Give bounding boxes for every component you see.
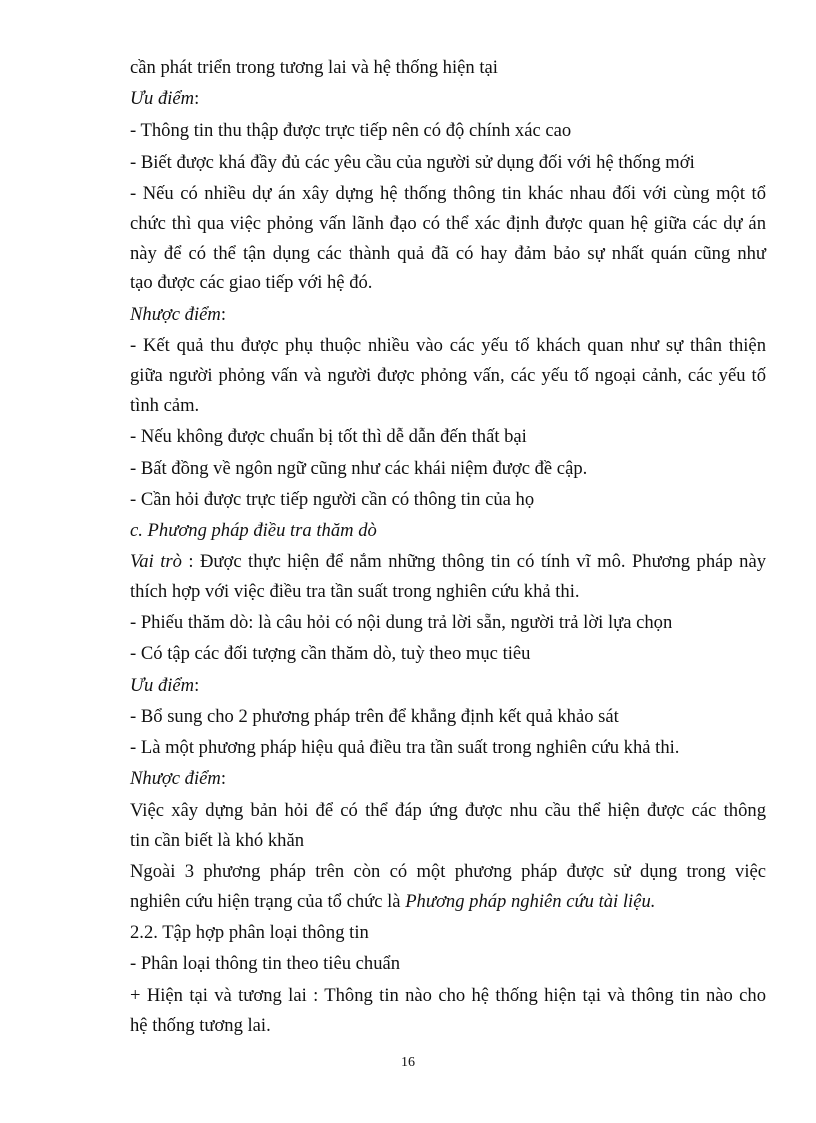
text-line: - Thông tin thu thập được trực tiếp nên có độ chính xác cao bbox=[130, 120, 572, 141]
text-line: - Phân loại thông tin theo tiêu chuẩn bbox=[130, 953, 401, 974]
section-heading-survey: c. Phương pháp điều tra thăm dò bbox=[130, 520, 377, 541]
text-line: hệ thống tương lai. bbox=[130, 1015, 271, 1036]
text-line: tạo được các giao tiếp với hệ đó. bbox=[130, 272, 373, 293]
text-line: Ngoài 3 phương pháp trên còn có một phương pháp được sử dụng trong việc bbox=[130, 861, 766, 882]
text-line: Việc xây dựng bản hỏi để có thể đáp ứng được nhu cầu thể hiện được các thông bbox=[130, 800, 766, 821]
heading-advantages: Ưu điểm: bbox=[130, 88, 200, 109]
text-line: - Bất đồng về ngôn ngữ cũng như các khái niệm được đề cập. bbox=[130, 458, 588, 479]
page-number: 16 bbox=[401, 1055, 415, 1070]
text-line: chức thì qua việc phỏng vấn lãnh đạo có thể xác định được quan hệ giữa các dự án bbox=[130, 213, 766, 234]
heading-disadvantages: Nhược điểm: bbox=[130, 304, 226, 325]
text-line: - Là một phương pháp hiệu quả điều tra tần suất trong nghiên cứu khả thi. bbox=[130, 737, 680, 758]
text-line: + Hiện tại và tương lai : Thông tin nào cho hệ thống hiện tại và thông tin nào cho bbox=[130, 985, 766, 1006]
text-line: Vai trò : Được thực hiện để nắm những thông tin có tính vĩ mô. Phương pháp này bbox=[130, 551, 766, 572]
text-line: thích hợp với việc điều tra tần suất trong nghiên cứu khả thi. bbox=[130, 581, 580, 602]
text-line: - Bổ sung cho 2 phương pháp trên để khẳng định kết quả khảo sát bbox=[130, 706, 619, 727]
text-line: - Nếu có nhiều dự án xây dựng hệ thống thông tin khác nhau đối với cùng một tổ bbox=[130, 183, 766, 204]
text-line: - Có tập các đối tượng cần thăm dò, tuỳ theo mục tiêu bbox=[130, 643, 531, 664]
text-line: - Phiếu thăm dò: là câu hỏi có nội dung trả lời sẵn, người trả lời lựa chọn bbox=[130, 612, 673, 633]
text-line: - Biết được khá đầy đủ các yêu cầu của người sử dụng đối với hệ thống mới bbox=[130, 152, 695, 173]
text-line: tin cần biết là khó khăn bbox=[130, 830, 305, 851]
heading-disadvantages: Nhược điểm: bbox=[130, 768, 226, 789]
text-line: nghiên cứu hiện trạng của tổ chức là Phương pháp nghiên cứu tài liệu. bbox=[130, 891, 656, 912]
text-line: cần phát triển trong tương lai và hệ thống hiện tại bbox=[130, 57, 498, 78]
text-line: - Kết quả thu được phụ thuộc nhiều vào các yếu tố khách quan như sự thân thiện bbox=[130, 335, 766, 356]
text-line: giữa người phỏng vấn và người được phỏng vấn, các yếu tố ngoại cảnh, các yếu tố bbox=[130, 365, 766, 386]
section-heading-2-2: 2.2. Tập hợp phân loại thông tin bbox=[130, 922, 369, 943]
text-line: - Cần hỏi được trực tiếp người cần có thông tin của họ bbox=[130, 489, 535, 510]
text-line: tình cảm. bbox=[130, 395, 200, 416]
text-line: này để có thể tận dụng các thành quả đã có hay đảm bảo sự nhất quán cũng như bbox=[130, 243, 766, 264]
heading-advantages: Ưu điểm: bbox=[130, 675, 200, 696]
text-line: - Nếu không được chuẩn bị tốt thì dễ dẫn đến thất bại bbox=[130, 426, 527, 447]
